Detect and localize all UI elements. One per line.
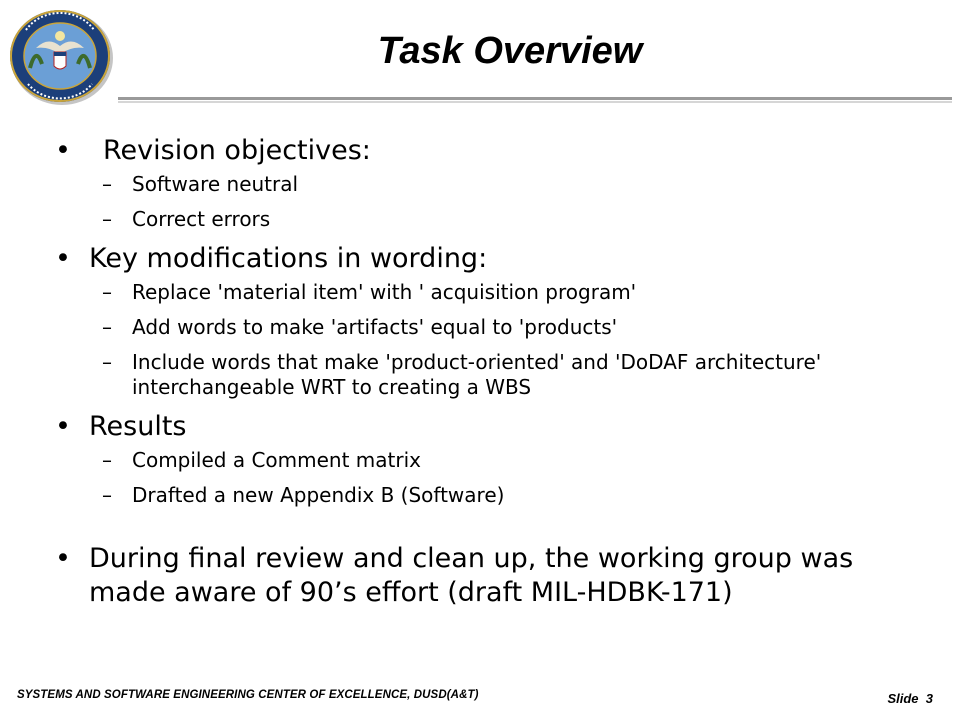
slide-body [55, 134, 935, 610]
bullet-text: During final review and clean up, the working group was made aware of 90’s effort (draft MIL-HDBK-171) [89, 543, 854, 608]
sub-item: – Include words that make 'product-oriented' and 'DoDAF architecture' interchangeable WRT to creating a WBS [102, 350, 822, 399]
sub-item-text: Drafted a new Appendix B (Software) [132, 483, 505, 507]
bullet-item [55, 242, 935, 276]
sub-list [55, 280, 935, 400]
sub-item-text: Correct errors [132, 207, 271, 231]
bullet-dot: • [55, 411, 71, 442]
sub-list [55, 172, 935, 232]
sub-item: – Software neutral [102, 172, 299, 196]
bullet-item [55, 410, 935, 444]
bullet-dot: • [55, 543, 71, 574]
sub-item: – Drafted a new Appendix B (Software) [102, 483, 505, 507]
sub-item-text: Compiled a Comment matrix [132, 448, 422, 472]
bullet-item [55, 542, 935, 610]
sub-item: – Correct errors [102, 207, 271, 231]
slide-number [887, 691, 933, 706]
bullet-text: Results [89, 411, 187, 442]
sub-item: – Replace 'material item' with ' acquisition program' [102, 280, 637, 304]
slide-title: Task Overview [377, 30, 643, 72]
sub-item-text: Software neutral [132, 172, 299, 196]
sub-item: – Compiled a Comment matrix [102, 448, 422, 472]
sub-item-text: Include words that make 'product-oriented' and 'DoDAF architecture' interchangeable WRT to creating a WBS [132, 350, 822, 399]
bullet-text: Key modifications in wording: [89, 243, 488, 274]
sub-list [55, 448, 935, 508]
sub-item: – Add words to make 'artifacts' equal to 'products' [102, 315, 618, 339]
slide-label: Slide [887, 691, 919, 706]
sub-item-text: Add words to make 'artifacts' equal to 'products' [132, 315, 618, 339]
bullet-dot: • [55, 243, 71, 274]
bullet-dot: • [55, 135, 71, 166]
title-divider [118, 97, 952, 103]
slide-number-value: 3 [925, 691, 933, 706]
bullet-text: Revision objectives: [103, 135, 371, 166]
sub-item-text: Replace 'material item' with ' acquisition program' [132, 280, 637, 304]
bullet-item [55, 134, 935, 168]
footer-org: SYSTEMS AND SOFTWARE ENGINEERING CENTER OF EXCELLENCE, DUSD(A&T) [17, 689, 479, 701]
dod-seal-logo [6, 6, 116, 106]
